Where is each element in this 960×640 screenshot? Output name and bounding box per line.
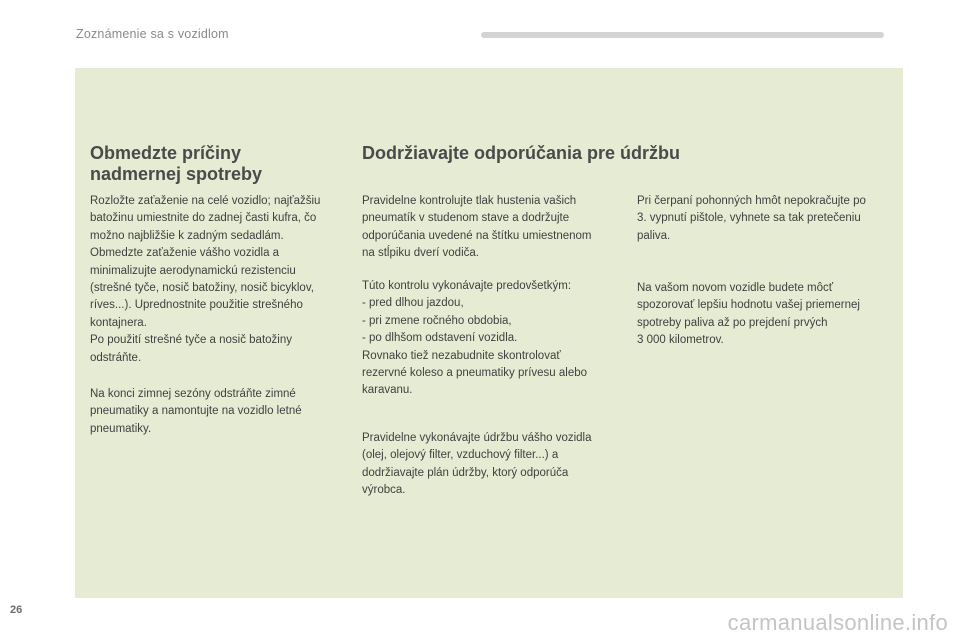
middle-paragraph-1: Pravidelne kontrolujte tlak hustenia vašich pneumatík v studenom stave a dodržujte odporúčania uvedené na štítku umiestnenom na stĺpiku dverí vodiča. [362,195,592,260]
middle-paragraph-2: Túto kontrolu vykonávajte predovšetkým: - pred dlhou jazdou, - pri zmene ročného obdobia, - po dlhšom odstavení vozidla. Rovnako tiež nezabudnite skontrolovať rezervné koleso a pneumatiky prívesu alebo karavanu. [362,280,588,397]
left-paragraph-1: Rozložte zaťaženie na celé vozidlo; najťažšiu batožinu umiestnite do zadnej časti kufra, čo možno najbližšie k zadným sedadlám. Obmedzte zaťaženie vášho vozidla a minimalizujte aerodynamickú rezistenciu (strešné tyče, nosič batožiny, nosič bicyklov, ríves...). Uprednostnite použitie strešného kontajnera. Po použití strešné tyče a nosič batožiny odstráňte. [90,195,321,364]
right-paragraph-2: Na vašom novom vozidle budete môcť spozorovať lepšiu hodnotu vašej priemernej spotreby paliva až po prejdení prvých 3 000 kilometrov. [637,282,860,347]
middle-paragraph-3: Pravidelne vykonávajte údržbu vášho vozidla (olej, olejový filter, vzduchový filter...) a dodržiavajte plán údržby, ktorý odporúča výrobca. [362,432,592,497]
left-paragraph-2: Na konci zimnej sezóny odstráňte zimné pneumatiky a namontujte na vozidlo letné pneumatiky. [90,388,302,435]
chapter-title: Zoznámenie sa s vozidlom [76,27,229,41]
right-heading: Dodržiavajte odporúčania pre údržbu [362,143,681,163]
page-number: 26 [10,604,23,616]
header-divider-bar [481,32,884,38]
watermark-text: carmanualsonline.info [727,610,948,635]
left-heading: Obmedzte príčiny nadmernej spotreby [90,143,263,184]
right-paragraph-1: Pri čerpaní pohonných hmôt nepokračujte po 3. vypnutí pištole, vyhnete sa tak pretečeniu paliva. [637,195,866,242]
